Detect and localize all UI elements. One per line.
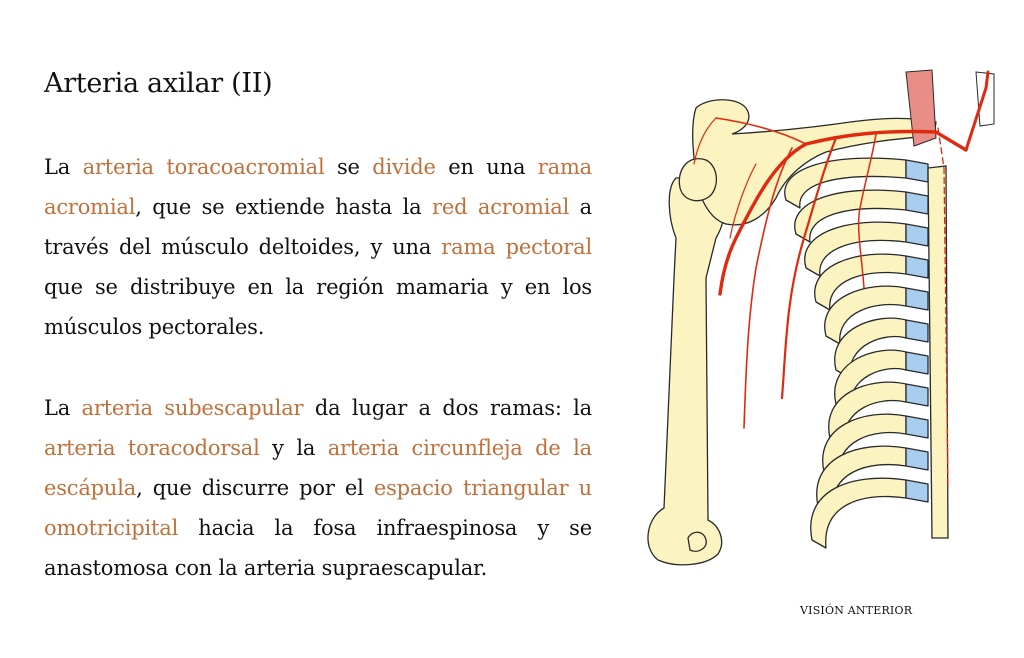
- costal-cartilage: [906, 192, 928, 214]
- costal-cartilage: [906, 384, 928, 406]
- highlight-term: rama pectoral: [441, 235, 592, 259]
- costal-cartilage: [906, 256, 928, 278]
- costal-cartilage: [906, 288, 928, 310]
- body-text: , que se extiende hasta la: [135, 195, 432, 219]
- highlight-term: arteria subescapular: [81, 396, 304, 420]
- body-text: en una: [435, 155, 538, 179]
- body-text: hacia la fosa infraespinosa y se anastomosa con la arteria supraescapular.: [44, 516, 592, 580]
- rib-cage: [785, 158, 928, 548]
- humerus: [648, 178, 725, 565]
- costal-cartilage: [906, 352, 928, 374]
- costal-cartilage: [906, 160, 928, 182]
- costal-cartilage: [906, 416, 928, 438]
- highlight-term: rama acromial: [44, 155, 592, 219]
- body-text: La: [44, 396, 82, 420]
- highlight-term: red acromial: [432, 195, 570, 219]
- highlight-term: divide: [372, 155, 436, 179]
- body-text: y la: [259, 436, 328, 460]
- costal-cartilage: [906, 320, 928, 342]
- figure-caption: VISIÓN ANTERIOR: [800, 604, 913, 617]
- body-text: da lugar a dos ramas: la: [303, 396, 592, 420]
- highlight-term: arteria circunfleja de la escápula: [44, 436, 592, 500]
- body-text: La: [44, 155, 83, 179]
- body-text: a través del músculo deltoides, y una: [44, 195, 592, 259]
- paragraph-subescapular: [44, 388, 592, 588]
- paragraph-toracoacromial: [44, 147, 592, 347]
- highlight-term: espacio triangular u omotricipital: [44, 476, 592, 540]
- costal-cartilage: [906, 224, 928, 246]
- costal-cartilage: [906, 480, 928, 502]
- body-text: se: [324, 155, 373, 179]
- highlight-term: arteria toracoacromial: [82, 155, 325, 179]
- anatomy-illustration: [636, 68, 996, 580]
- costal-cartilage: [906, 448, 928, 470]
- body-text: , que discurre por el: [136, 476, 374, 500]
- highlight-term: arteria toracodorsal: [44, 436, 260, 460]
- page-title: Arteria axilar (II): [44, 68, 273, 99]
- body-text: que se distribuye en la región mamaria y en los músculos pectorales.: [44, 275, 592, 339]
